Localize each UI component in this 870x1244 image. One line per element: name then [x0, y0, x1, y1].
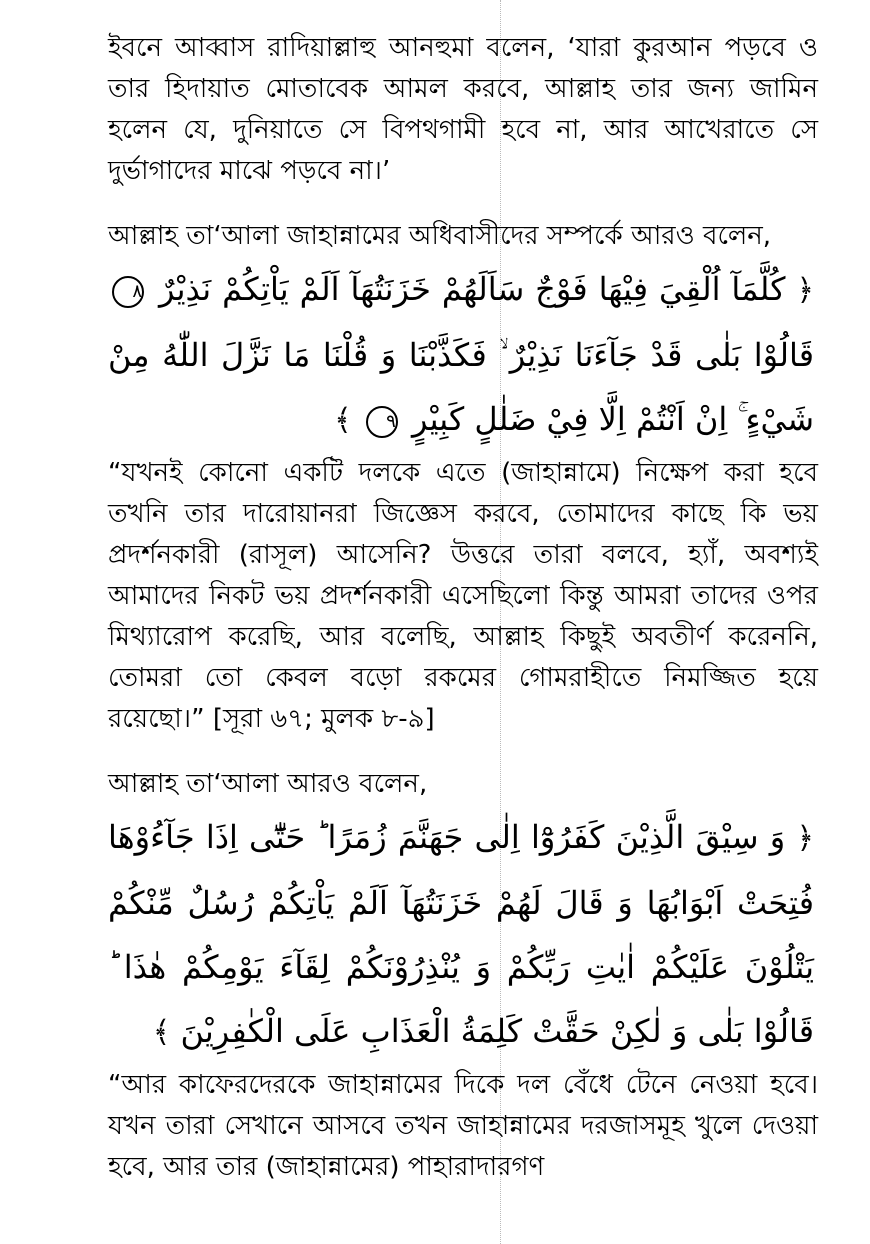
page-content	[108, 28, 818, 1188]
paragraph-translation-zumar: “আর কাফেরদেরকে জাহান্নামের দিকে দল বেঁধে টেনে নেওয়া হবে। যখন তারা সেখানে আসবে তখন জাহান্নামের দরজাসমূহ খুলে দেওয়া হবে, আর তার (জাহান্নামের) পাহারাদারগণ	[108, 1070, 818, 1182]
paragraph-intro-2: আল্লাহ তা‘আলা আরও বলেন,	[108, 769, 428, 799]
arabic-verse-mulk	[108, 257, 818, 453]
quran-close-ornament-2: ﴾	[152, 1015, 171, 1050]
arabic-verse-mulk-part2: قَالُوْا بَلٰى قَدْ جَآءَنَا نَذِيْرٌ ۙ فَكَذَّبْنَا وَ قُلْنَا مَا نَزَّلَ اللّٰهُ مِنْ شَيْءٍ ۚ اِنْ اَنْتُمْ اِلَّا فِيْ ضَلٰلٍ كَبِيْرٍ	[108, 336, 814, 438]
paragraph-ibn-abbas: ইবনে আব্বাস রাদিয়াল্লাহু আনহুমা বলেন, ‘যারা কুরআন পড়বে ও তার হিদায়াত মোতাবেক আমল করবে, আল্লাহ তার জন্য জামিন হলেন যে, দুনিয়াতে সে বিপথগামী হবে না, আর আখেরাতে সে দুর্ভাগাদের মাঝে পড়বে না।’	[108, 33, 818, 186]
quran-open-ornament: ﴿	[796, 273, 815, 308]
ayah-number-8: ٨	[112, 276, 144, 308]
quran-close-ornament: ﴾	[334, 403, 352, 438]
quran-open-ornament-2: ﴿	[796, 821, 815, 856]
paragraph-intro-1: আল্লাহ তা‘আলা জাহান্নামের অধিবাসীদের সম্পর্কে আরও বলেন,	[108, 221, 772, 251]
paragraph-translation-mulk: “যখনই কোনো একটি দলকে এতে (জাহান্নামে) নিক্ষেপ করা হবে তখনি তার দারোয়ানরা জিজ্ঞেস করবে, তোমাদের কাছে কি ভয় প্রদর্শনকারী (রাসূল) আসেনি? উত্তরে তারা বলবে, হ্যাঁ, অবশ্যই আমাদের নিকট ভয় প্রদর্শনকারী এসেছিলো কিন্তু আমরা তাদের ওপর মিথ্যারোপ করেছি, আর বলেছি, আল্লাহ কিছুই অবতীর্ণ করেননি, তোমরা তো কেবল বড়ো রকমের গোমরাহীতে নিমজ্জিত হয়ে রয়েছো।” [সূরা ৬৭; মুলক ৮-৯]	[108, 458, 818, 734]
arabic-verse-zumar-text: وَ سِيْقَ الَّذِيْنَ كَفَرُوْٓا اِلٰى جَهَنَّمَ زُمَرًا ؕ حَتّٰٓى اِذَا جَآءُوْهَا فُتِحَتْ اَبْوَابُهَا وَ قَالَ لَهُمْ خَزَنَتُهَآ اَلَمْ يَاْتِكُمْ رُسُلٌ مِّنْكُمْ يَتْلُوْنَ عَلَيْكُمْ اٰيٰتِ رَبِّكُمْ وَ يُنْذِرُوْنَكُمْ لِقَآءَ يَوْمِكُمْ هٰذَا ؕ قَالُوْا بَلٰى وَ لٰكِنْ حَقَّتْ كَلِمَةُ الْعَذَابِ عَلَى الْكٰفِرِيْنَ	[108, 818, 814, 1050]
arabic-verse-zumar	[108, 805, 818, 1065]
ayah-number-9: ٩	[366, 406, 398, 438]
arabic-verse-mulk-part1: كُلَّمَآ اُلْقِيَ فِيْهَا فَوْجٌ سَاَلَهُمْ خَزَنَتُهَآ اَلَمْ يَاْتِكُمْ نَذِيْرٌ	[158, 270, 786, 308]
